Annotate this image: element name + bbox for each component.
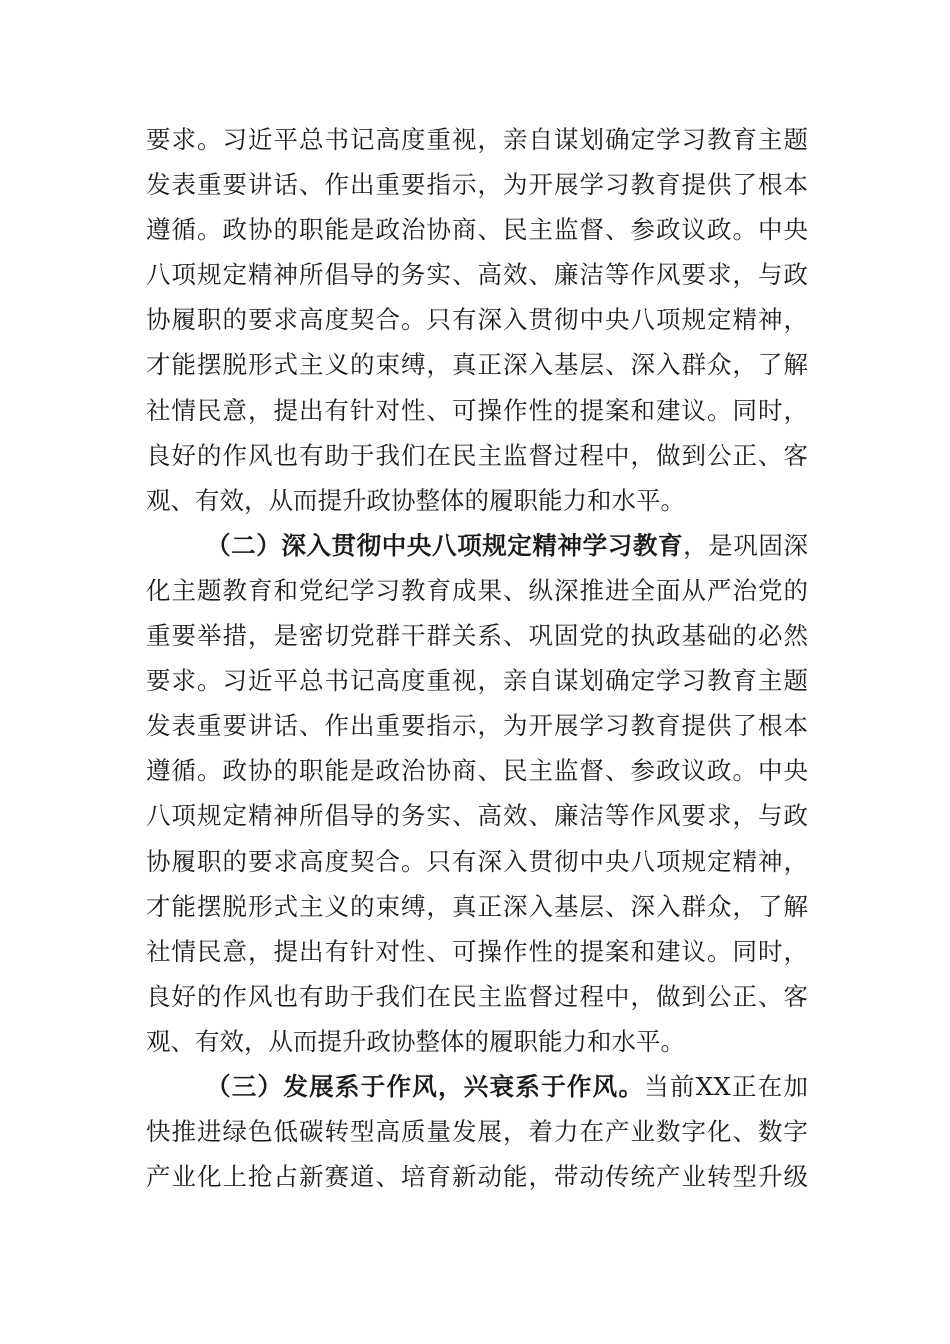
text-line: 观、有效，从而提升政协整体的履职能力和水平。 xyxy=(146,1026,685,1056)
text-line: 观、有效，从而提升政协整体的履职能力和水平。 xyxy=(146,485,685,515)
text-line: 良好的作风也有助于我们在民主监督过程中，做到公正、客 xyxy=(146,440,808,470)
text-line: 社情民意，提出有针对性、可操作性的提案和建议。同时， xyxy=(146,936,808,966)
text-line: 才能摆脱形式主义的束缚，真正深入基层、深入群众，了解 xyxy=(146,350,808,380)
text-line: 八项规定精神所倡导的务实、高效、廉洁等作风要求，与政 xyxy=(146,260,808,290)
text-line: 产业化上抢占新赛道、培育新动能，带动传统产业转型升级 xyxy=(146,1162,808,1192)
paragraph-2 xyxy=(146,523,808,1064)
text-run: 当前XX正在加 xyxy=(644,1071,809,1101)
text-line: 遵循。政协的职能是政治协商、民主监督、参政议政。中央 xyxy=(146,215,808,245)
paragraph-heading-line xyxy=(146,523,808,568)
text-run: ，是巩固深 xyxy=(683,530,809,560)
text-line: 良好的作风也有助于我们在民主监督过程中，做到公正、客 xyxy=(146,981,808,1011)
text-line: 社情民意，提出有针对性、可操作性的提案和建议。同时， xyxy=(146,395,808,425)
paragraph-heading-line xyxy=(146,1064,808,1109)
text-line: 发表重要讲话、作出重要指示，为开展学习教育提供了根本 xyxy=(146,170,808,200)
text-line: 要求。习近平总书记高度重视，亲自谋划确定学习教育主题 xyxy=(146,666,808,696)
text-line: 重要举措，是密切党群干群关系、巩固党的执政基础的必然 xyxy=(146,621,808,651)
document-body xyxy=(146,117,808,1199)
text-line: 协履职的要求高度契合。只有深入贯彻中央八项规定精神， xyxy=(146,305,808,335)
text-line: 快推进绿色低碳转型高质量发展，着力在产业数字化、数字 xyxy=(146,1117,808,1147)
paragraph-3 xyxy=(146,1064,808,1199)
text-line: 八项规定精神所倡导的务实、高效、廉洁等作风要求，与政 xyxy=(146,801,808,831)
text-line: 化主题教育和党纪学习教育成果、纵深推进全面从严治党的 xyxy=(146,575,808,605)
text-line: 要求。习近平总书记高度重视，亲自谋划确定学习教育主题 xyxy=(146,125,808,154)
text-line: 发表重要讲话、作出重要指示，为开展学习教育提供了根本 xyxy=(146,711,808,741)
section-heading-2: （二）深入贯彻中央八项规定精神学习教育 xyxy=(206,530,684,560)
text-line: 协履职的要求高度契合。只有深入贯彻中央八项规定精神， xyxy=(146,846,808,876)
section-heading-3: （三）发展系于作风，兴衰系于作风。 xyxy=(206,1071,645,1101)
paragraph-1 xyxy=(146,117,808,523)
text-line: 遵循。政协的职能是政治协商、民主监督、参政议政。中央 xyxy=(146,756,808,786)
text-line: 才能摆脱形式主义的束缚，真正深入基层、深入群众，了解 xyxy=(146,891,808,921)
